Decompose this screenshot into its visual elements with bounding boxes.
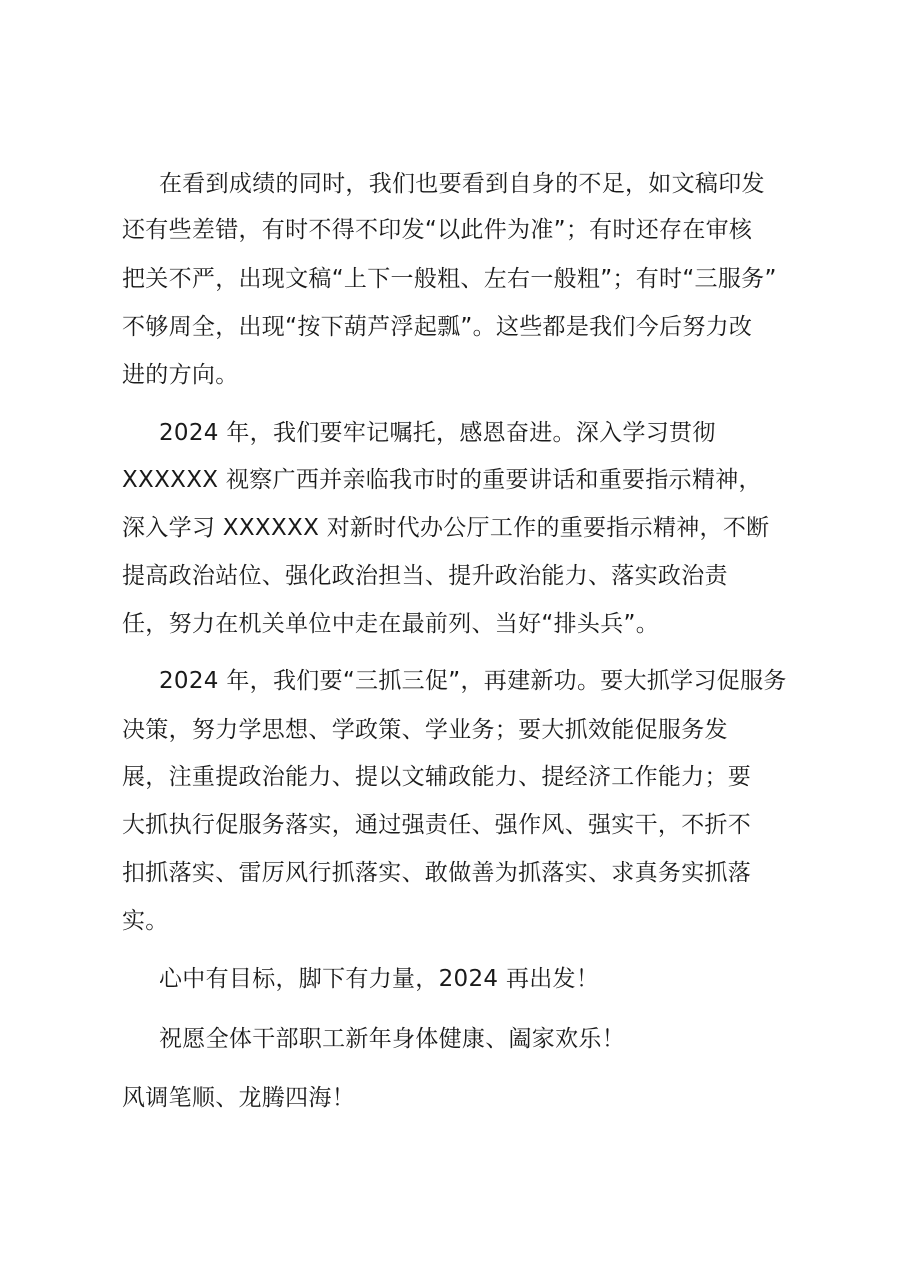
text-line: 实。 [122, 908, 169, 934]
text-line: 进的方向。 [122, 362, 239, 388]
text-line: 大抓执行促服务落实，通过强责任、强作风、强实干，不折不 [122, 812, 752, 838]
text-line: 2024 年，我们要“三抓三促”，再建新功。要大抓学习促服务 [159, 668, 787, 694]
text-line: 任，努力在机关单位中走在最前列、当好“排头兵”。 [122, 611, 660, 637]
text-line: 深入学习 XXXXXX 对新时代办公厅工作的重要指示精神，不断 [122, 515, 770, 541]
text-line: 提高政治站位、强化政治担当、提升政治能力、落实政治责 [122, 563, 728, 589]
text-line: 把关不严，出现文稿“上下一般粗、左右一般粗”；有时“三服务” [122, 266, 777, 292]
text-line: 不够周全，出现“按下葫芦浮起瓢”。这些都是我们今后努力改 [122, 314, 753, 340]
text-line: 扣抓落实、雷厉风行抓落实、敢做善为抓落实、求真务实抓落 [122, 860, 752, 886]
text-line: 还有些差错，有时不得不印发“以此件为准”；有时还存在审核 [122, 217, 753, 243]
text-line: 2024 年，我们要牢记嘱托，感恩奋进。深入学习贯彻 [159, 420, 716, 446]
text-line: 决策，努力学思想、学政策、学业务；要大抓效能促服务发 [122, 717, 728, 743]
text-line: 祝愿全体干部职工新年身体健康、阖家欢乐！ [159, 1026, 625, 1052]
text-line: 风调笔顺、龙腾四海！ [122, 1085, 355, 1111]
text-line: XXXXXX 视察广西并亲临我市时的重要讲话和重要指示精神， [122, 467, 762, 493]
text-line: 展，注重提政治能力、提以文辅政能力、提经济工作能力；要 [122, 764, 752, 790]
text-line: 在看到成绩的同时，我们也要看到自身的不足，如文稿印发 [159, 171, 765, 197]
text-line: 心中有目标，脚下有力量，2024 再出发！ [159, 966, 600, 992]
